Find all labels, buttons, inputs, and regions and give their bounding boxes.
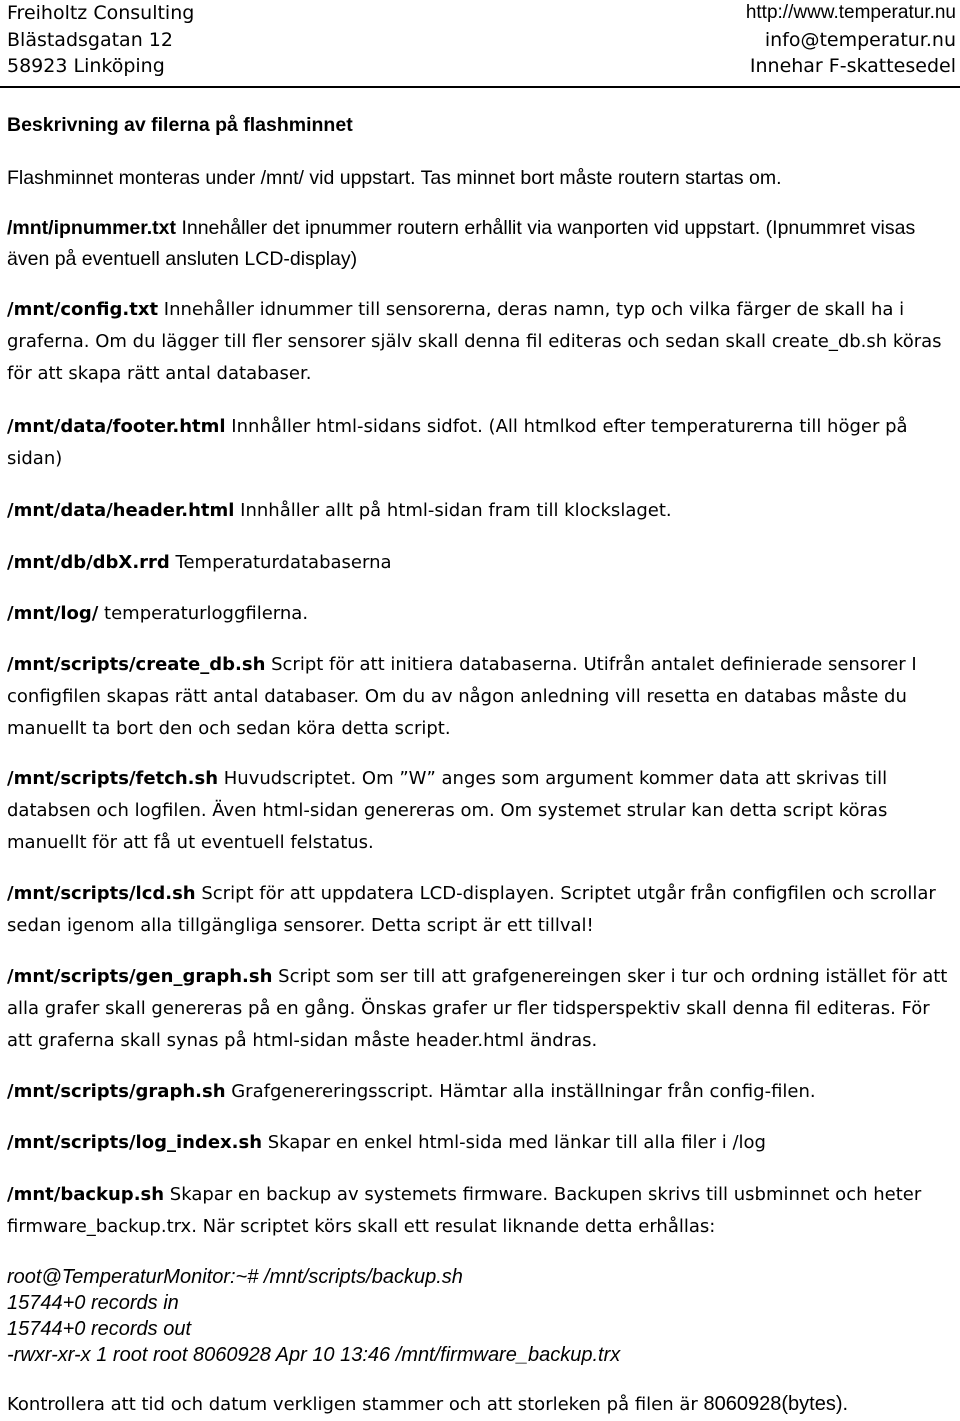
- company-address: [7, 0, 194, 80]
- entry-description: Grafgenereringsscript. Hämtar alla inställningar från config-filen.: [225, 1081, 816, 1102]
- entry-path: /mnt/config.txt: [7, 299, 159, 320]
- entry-config: [7, 294, 952, 390]
- postal-city: 58923 Linköping: [7, 55, 165, 77]
- entry-path: /mnt/scripts/fetch.sh: [7, 768, 219, 789]
- entry-path: /mnt/backup.sh: [7, 1184, 165, 1205]
- console-line: 15744+0 records out: [7, 1318, 192, 1340]
- entry-log: [7, 598, 952, 630]
- entry-path: /mnt/db/dbX.rrd: [7, 552, 170, 573]
- entry-fetch: [7, 763, 952, 859]
- entry-footer: [7, 411, 952, 475]
- intro-paragraph: Flashminnet monteras under /mnt/ vid uppstart. Tas minnet bort måste routern startas om.: [7, 167, 782, 189]
- entry-description: temperaturloggfilerna.: [98, 603, 309, 624]
- tax-note: Innehar F-skattesedel: [749, 55, 956, 77]
- header-divider: [0, 86, 960, 88]
- console-line: 15744+0 records in: [7, 1292, 179, 1314]
- entry-path: /mnt/ipnummer.txt: [7, 217, 177, 239]
- entry-description: Script för att initiera databaserna. Utifrån antalet definierade sensorer I configfilen skapas rätt antal databaser. Om du av någon anledning vill resetta en databas måste du manuellt ta bort den och sedan köra detta script.: [7, 654, 917, 739]
- entry-description: Skapar en backup av systemets firmware. Backupen skrivs till usbminnet och heter firmware_backup.trx. När scriptet körs skall ett resulat liknande detta erhållas:: [7, 1184, 922, 1237]
- entry-path: /mnt/scripts/log_index.sh: [7, 1132, 263, 1153]
- entry-description: Innhåller allt på html-sidan fram till klockslaget.: [234, 500, 672, 521]
- entry-path: /mnt/scripts/lcd.sh: [7, 883, 196, 904]
- entry-description: Script för att uppdatera LCD-displayen. Scriptet utgår från configfilen och scrollar sedan igenom alla tillgängliga sensorer. Detta script är ett tillval!: [7, 883, 936, 936]
- entry-description: Huvudscriptet. Om ”W” anges som argument kommer data att skrivas till databsen och logfilen. Även html-sidan genereras om. Om systemet strular kan detta script köras manuellt för att få ut eventuell felstatus.: [7, 768, 888, 853]
- street-address: Blästadsgatan 12: [7, 28, 173, 51]
- email-link[interactable]: info@temperatur.nu: [764, 28, 956, 51]
- entry-ipnummer: [7, 213, 952, 275]
- website-link[interactable]: http://www.temperatur.nu: [745, 2, 956, 23]
- entry-path: /mnt/data/header.html: [7, 500, 235, 521]
- entry-path: /mnt/data/footer.html: [7, 416, 226, 437]
- entry-gen-graph: [7, 961, 952, 1057]
- entry-header: [7, 495, 952, 527]
- console-output: [7, 1264, 952, 1368]
- entry-path: /mnt/scripts/create_db.sh: [7, 654, 266, 675]
- entry-description: Innehåller idnummer till sensorerna, deras namn, typ och vilka färger de skall ha i graferna. Om du lägger till fler sensorer själv skall denna fil editeras och sedan skall create_db.sh köras för att skapa rätt antal databaser.: [7, 299, 942, 384]
- page-title: Beskrivning av filerna på flashminnet: [7, 114, 353, 136]
- entry-path: /mnt/log/: [7, 603, 99, 624]
- entry-path: /mnt/scripts/graph.sh: [7, 1081, 226, 1102]
- entry-path: /mnt/scripts/gen_graph.sh: [7, 966, 273, 987]
- entry-graph: [7, 1076, 952, 1108]
- console-line: -rwxr-xr-x 1 root root 8060928 Apr 10 13:46 /mnt/firmware_backup.trx: [7, 1344, 621, 1366]
- footer-note-text: Kontrollera att tid och datum verkligen stammer och att storleken på filen är: [7, 1394, 704, 1415]
- entry-dbx: [7, 547, 952, 579]
- entry-create-db: [7, 649, 952, 745]
- console-line: root@TemperaturMonitor:~# /mnt/scripts/backup.sh: [7, 1266, 463, 1288]
- company-name: Freiholtz Consulting: [7, 2, 195, 24]
- entry-backup: [7, 1179, 952, 1243]
- entry-log-index: [7, 1127, 952, 1159]
- entry-description: Script som ser till att grafgenereingen sker i tur och ordning istället för att alla grafer skall genereras på en gång. Önskas grafer ur fler tidsperspektiv skall denna fil editeras. För att graferna skall synas på html-sidan måste header.html ändras.: [7, 966, 948, 1051]
- entry-description: Innhåller html-sidans sidfot. (All htmlkod efter temperaturerna till höger på sidan): [7, 416, 908, 469]
- company-contact: [746, 0, 956, 80]
- entry-description: Skapar en enkel html-sida med länkar till alla filer i /log: [262, 1132, 766, 1153]
- footer-note: [7, 1388, 952, 1421]
- entry-description: Temperaturdatabaserna: [169, 552, 392, 573]
- entry-description: Innehåller det ipnummer routern erhållit via wanporten vid uppstart. (Ipnummret visas även på eventuell ansluten LCD-display): [7, 217, 916, 270]
- entry-lcd: [7, 878, 952, 942]
- footer-note-value: 8060928(bytes).: [703, 1393, 849, 1415]
